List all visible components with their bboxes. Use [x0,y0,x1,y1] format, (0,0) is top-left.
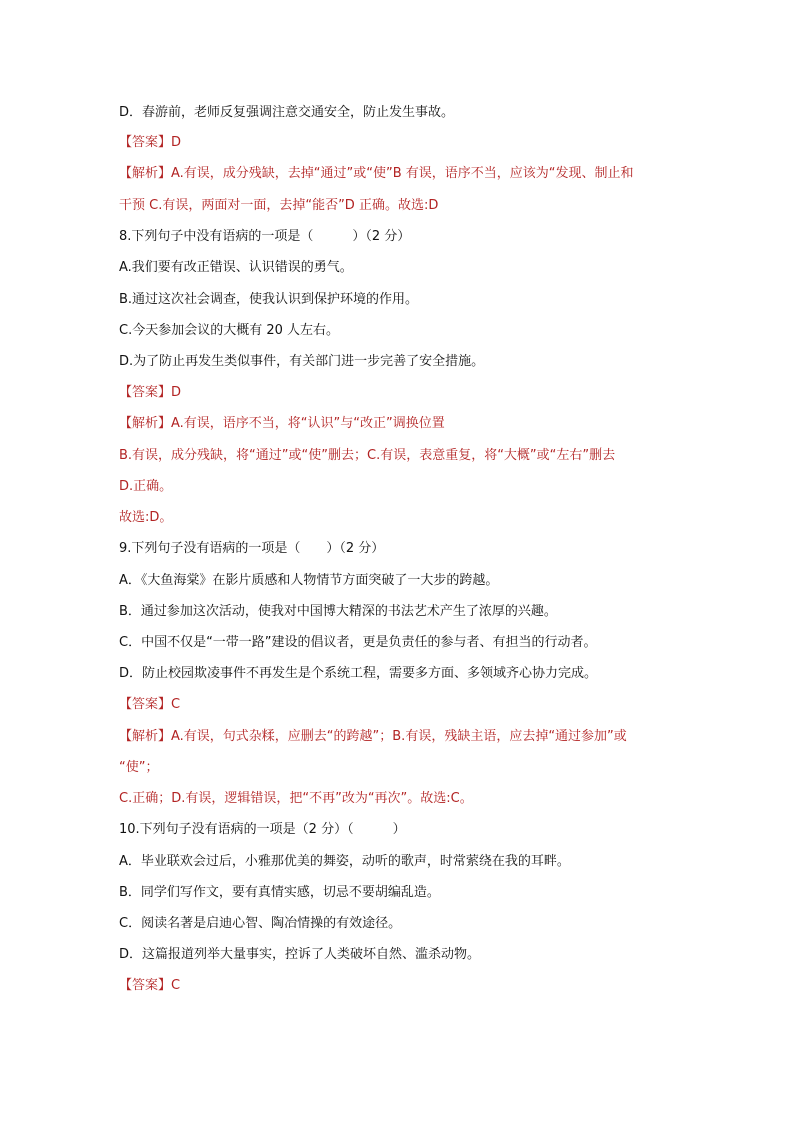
question-8-stem: 8.下列句子中没有语病的一项是（ ）（2 分） [119,229,411,244]
answer-q9: 【答案】C [119,697,181,712]
analysis-q7-line2: 干预 C.有误，两面对一面，去掉“能否”D 正确。故选:D [119,198,439,213]
analysis-q8-line2: B.有误，成分残缺，将“通过”或“使”删去；C.有误，表意重复，将“大概”或“左右”删去 [119,448,616,463]
option-b-q10: B．同学们写作文，要有真情实感，切忌不要胡编乱造。 [119,885,440,900]
option-d-q7: D．春游前，老师反复强调注意交通安全，防止发生事故。 [119,105,455,120]
question-10-stem: 10.下列句子没有语病的一项是（2 分）（ ） [119,822,406,837]
analysis-q7-line1: 【解析】A.有误，成分残缺，去掉“通过”或“使”B 有误，语序不当，应该为“发现、制止和 [119,166,634,181]
option-c-q10: C．阅读名著是启迪心智、陶冶情操的有效途径。 [119,916,402,931]
option-a-q10: A．毕业联欢会过后，小雅那优美的舞姿，动听的歌声，时常萦绕在我的耳畔。 [119,854,570,869]
option-c-q8: C.今天参加会议的大概有 20 人左右。 [119,323,340,338]
analysis-q8-line4: 故选:D。 [119,510,173,525]
question-9-stem: 9.下列句子没有语病的一项是（ ）（2 分） [119,541,385,556]
answer-q8: 【答案】D [119,385,182,400]
answer-q7: 【答案】D [119,135,182,150]
option-b-q9: B．通过参加这次活动，使我对中国博大精深的书法艺术产生了浓厚的兴趣。 [119,604,557,619]
analysis-q9-line2: “使”； [119,760,159,775]
option-d-q8: D.为了防止再发生类似事件，有关部门进一步完善了安全措施。 [119,354,485,369]
option-d-q9: D．防止校园欺凌事件不再发生是个系统工程，需要多方面、多领域齐心协力完成。 [119,666,598,681]
analysis-q8-line3: D.正确。 [119,479,173,494]
option-a-q8: A.我们要有改正错误、认识错误的勇气。 [119,260,353,275]
analysis-q9-line1: 【解析】A.有误，句式杂糅，应删去“的跨越”；B.有误，残缺主语，应去掉“通过参加”或 [119,729,627,744]
analysis-q9-line3: C.正确；D.有误，逻辑错误，把“不再”改为“再次”。故选:C。 [119,791,473,806]
option-b-q8: B.通过这次社会调查，使我认识到保护环境的作用。 [119,292,419,307]
option-d-q10: D．这篇报道列举大量事实，控诉了人类破坏自然、滥杀动物。 [119,947,481,962]
analysis-q8-line1: 【解析】A.有误，语序不当，将“认识”与“改正”调换位置 [119,416,445,431]
answer-q10: 【答案】C [119,978,181,993]
option-a-q9: A．《大鱼海棠》在影片质感和人物情节方面突破了一大步的跨越。 [119,573,499,588]
option-c-q9: C．中国不仅是“一带一路”建设的倡议者，更是负责任的参与者、有担当的行动者。 [119,635,597,650]
